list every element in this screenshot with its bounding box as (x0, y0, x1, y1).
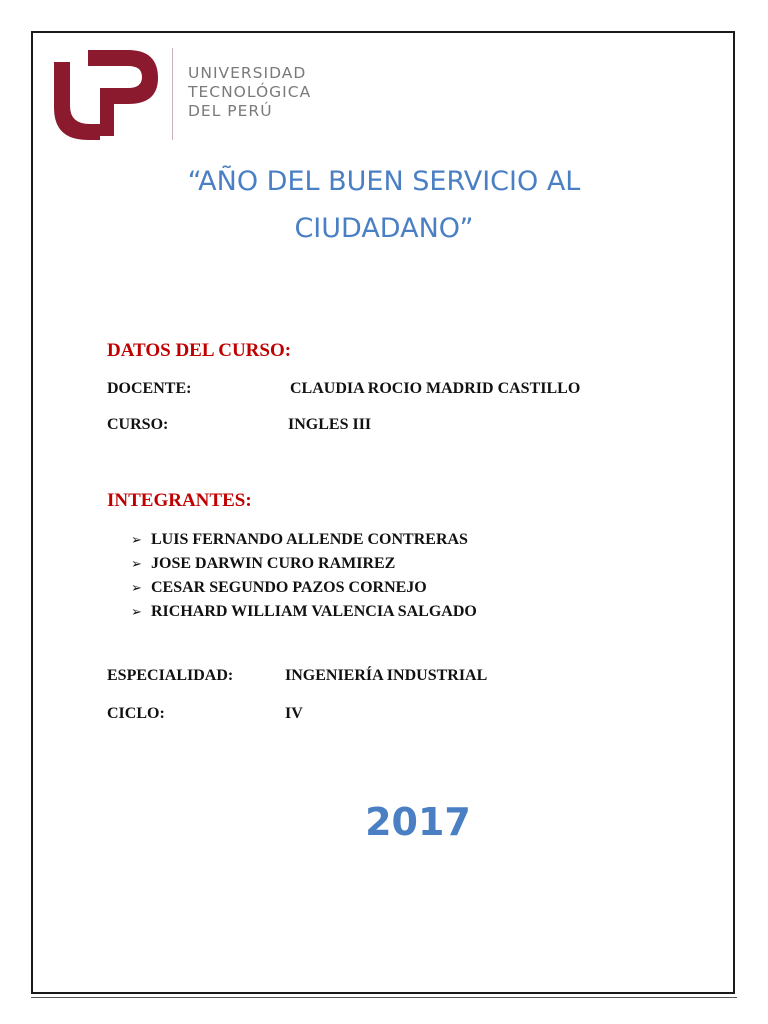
curso-label: CURSO: (107, 416, 169, 433)
list-item (131, 528, 477, 552)
list-item (131, 576, 477, 600)
member-name: JOSE DARWIN CURO RAMIREZ (151, 555, 396, 572)
year-motto (80, 158, 688, 252)
ciclo-value: IV (285, 705, 303, 722)
page-bottom-rule (31, 997, 737, 998)
arrow-bullet-icon: ➢ (131, 605, 142, 620)
university-name (188, 64, 311, 121)
docente-value: CLAUDIA ROCIO MADRID CASTILLO (290, 380, 581, 397)
list-item (131, 600, 477, 624)
arrow-bullet-icon: ➢ (131, 533, 142, 548)
ciclo-label: CICLO: (107, 705, 165, 722)
members-section-title: INTEGRANTES: (107, 490, 252, 511)
course-section-title: DATOS DEL CURSO: (107, 340, 292, 361)
arrow-bullet-icon: ➢ (131, 581, 142, 596)
motto-line-2: CIUDADANO” (294, 213, 474, 244)
university-name-line: UNIVERSIDAD (188, 64, 307, 82)
logo-divider (172, 48, 173, 140)
members-list (131, 528, 477, 624)
year-text: 2017 (365, 800, 471, 844)
member-name: LUIS FERNANDO ALLENDE CONTRERAS (151, 531, 468, 548)
especialidad-label: ESPECIALIDAD: (107, 667, 234, 684)
motto-line-1: “AÑO DEL BUEN SERVICIO AL (187, 166, 581, 197)
university-name-line: TECNOLÓGICA (188, 83, 312, 101)
utp-logo-icon (54, 48, 158, 140)
member-name: RICHARD WILLIAM VALENCIA SALGADO (151, 603, 477, 620)
list-item (131, 552, 477, 576)
docente-label: DOCENTE: (107, 380, 192, 397)
especialidad-value: INGENIERÍA INDUSTRIAL (285, 667, 488, 684)
member-name: CESAR SEGUNDO PAZOS CORNEJO (151, 579, 427, 596)
university-name-line: DEL PERÚ (188, 102, 273, 120)
curso-value: INGLES III (288, 416, 372, 433)
arrow-bullet-icon: ➢ (131, 557, 142, 572)
